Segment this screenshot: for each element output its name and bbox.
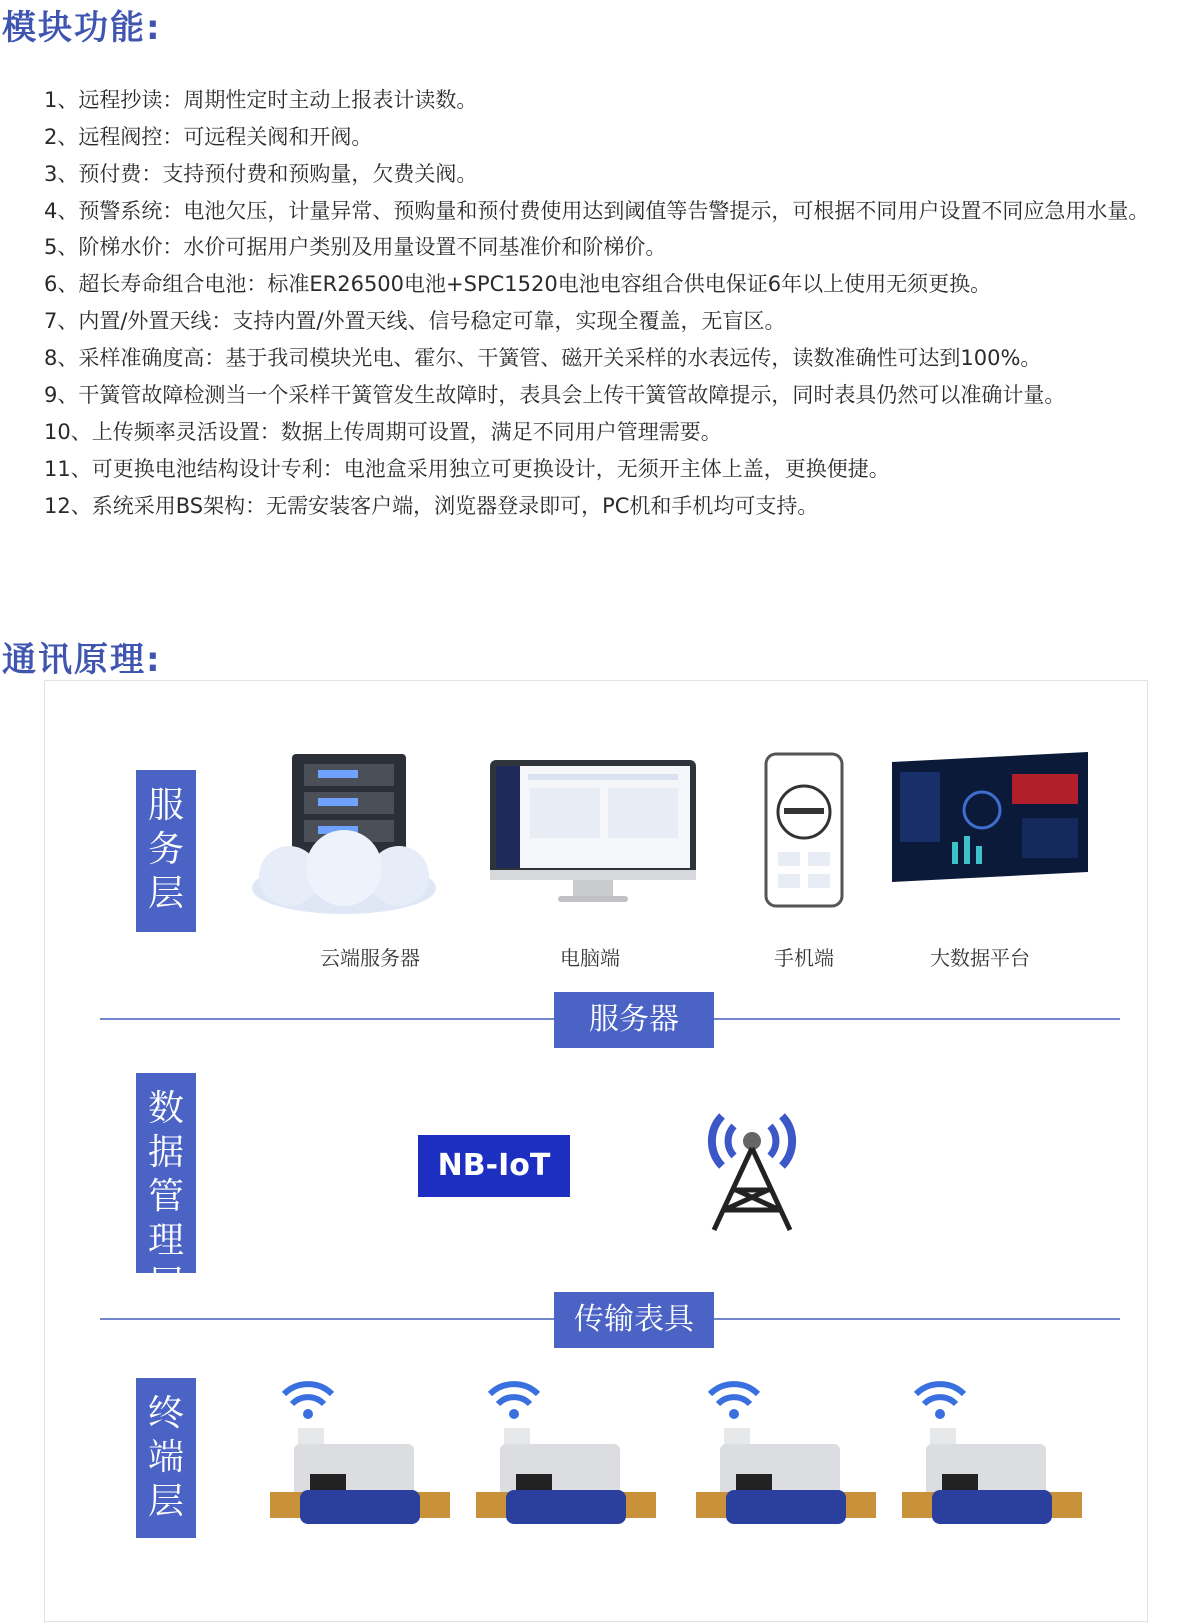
feature-item: 5、阶梯水价：水价可据用户类别及用量设置不同基准价和阶梯价。 (44, 235, 667, 259)
signal-tower-icon (692, 1096, 812, 1234)
feature-item: 1、远程抄读：周期性定时主动上报表计读数。 (44, 88, 478, 112)
label-char: 层 (147, 1264, 184, 1305)
label-char: 层 (147, 873, 184, 914)
data-layer-label (136, 1073, 196, 1305)
terminal-layer-label (136, 1378, 196, 1538)
service-layer-label (136, 770, 196, 932)
caption-phone: 手机端 (774, 946, 834, 970)
section-heading-features: 模块功能: (2, 8, 162, 48)
caption-cloud-server: 云端服务器 (320, 946, 420, 970)
feature-item: 11、可更换电池结构设计专利：电池盒采用独立可更换设计，无须开主体上盖，更换便捷。 (44, 457, 890, 481)
label-char: 终 (147, 1393, 184, 1434)
water-meter-icon (270, 1378, 450, 1528)
water-meter-icon (902, 1378, 1082, 1528)
water-meter-icon (476, 1378, 656, 1528)
caption-pc: 电脑端 (560, 946, 620, 970)
label-char: 管 (147, 1176, 184, 1217)
big-data-dashboard-icon (892, 752, 1088, 882)
feature-list (44, 82, 1194, 525)
feature-item: 7、内置/外置天线：支持内置/外置天线、信号稳定可靠，实现全覆盖，无盲区。 (44, 309, 786, 333)
label-char: 理 (147, 1220, 184, 1261)
feature-item: 9、干簧管故障检测当一个采样干簧管发生故障时，表具会上传干簧管故障提示，同时表具仍然可以准确计量。 (44, 383, 1066, 407)
feature-item: 6、超长寿命组合电池：标准ER26500电池+SPC1520电池电容组合供电保证6年以上使用无须更换。 (44, 272, 992, 296)
divider-label-server: 服务器 (554, 992, 714, 1048)
feature-item: 10、上传频率灵活设置：数据上传周期可设置，满足不同用户管理需要。 (44, 420, 722, 444)
label-char: 服 (147, 785, 184, 826)
label-char: 层 (147, 1481, 184, 1522)
monitor-icon (488, 758, 698, 908)
section-heading-communication: 通讯原理: (2, 640, 162, 680)
feature-item: 8、采样准确度高：基于我司模块光电、霍尔、干簧管、磁开关采样的水表远传，读数准确性可达到100%。 (44, 346, 1042, 370)
label-char: 据 (147, 1132, 184, 1173)
divider-label-transmission: 传输表具 (554, 1292, 714, 1348)
caption-big-data: 大数据平台 (930, 946, 1030, 970)
label-char: 数 (147, 1088, 184, 1129)
label-char: 端 (147, 1437, 184, 1478)
nbiot-logo: NB-IoT (418, 1135, 570, 1197)
feature-item: 3、预付费：支持预付费和预购量，欠费关阀。 (44, 162, 478, 186)
phone-icon (764, 752, 844, 908)
feature-item: 4、预警系统：电池欠压，计量异常、预购量和预付费使用达到阈值等告警提示，可根据不同用户设置不同应急用水量。 (44, 199, 1150, 223)
feature-item: 2、远程阀控：可远程关阀和开阀。 (44, 125, 373, 149)
label-char: 务 (147, 829, 184, 870)
cloud-server-icon (244, 748, 444, 918)
feature-item: 12、系统采用BS架构：无需安装客户端，浏览器登录即可，PC机和手机均可支持。 (44, 494, 819, 518)
water-meter-icon (696, 1378, 876, 1528)
